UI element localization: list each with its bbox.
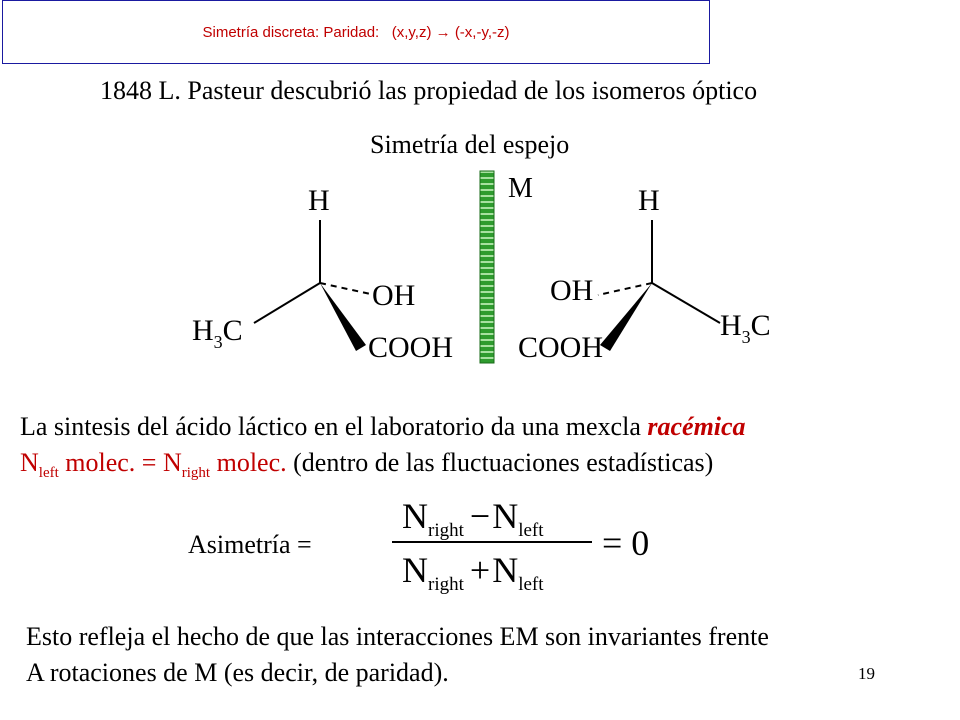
left-methyl-label: $H_3C$ xyxy=(192,314,243,352)
page-number: 19 xyxy=(858,664,875,683)
right-cooh-label: COOH xyxy=(518,331,604,364)
n-left-expression: $N_{left}$ molec. = $N_{right}$ molec. xyxy=(20,448,287,481)
denominator: $N_{right} +N_{left}$ xyxy=(402,550,544,595)
title-prefix: Simetría discreta: Paridad: xyxy=(202,23,380,41)
mirror-molecules-diagram xyxy=(180,165,800,375)
synthesis-line xyxy=(20,412,746,442)
mirror-symmetry-heading: Simetría del espejo xyxy=(370,130,570,159)
conclusion-line-1: Esto refleja el hecho de que las interacciones EM son invariantes frente xyxy=(26,622,769,651)
left-cooh-label: COOH xyxy=(368,331,454,364)
synthesis-text: La sintesis del ácido láctico en el laboratorio da una mexcla xyxy=(20,412,641,441)
right-oh-label: OH xyxy=(550,274,594,307)
title-to: (-x,-y,-z) xyxy=(454,23,510,41)
equals-zero: = 0 xyxy=(602,523,650,563)
right-enantiomer xyxy=(518,184,771,364)
left-oh-dashed-bond xyxy=(320,283,375,295)
equal-count-line xyxy=(20,448,713,482)
mirror-label: M xyxy=(508,173,533,204)
asymmetry-label: Asimetría = xyxy=(188,530,312,559)
title-arrow: → xyxy=(435,23,451,41)
numerator: $N_{right} -N_{left}$ xyxy=(402,496,544,541)
left-enantiomer xyxy=(192,184,453,364)
intro-line: 1848 L. Pasteur descubrió las propiedad de los isomeros óptico xyxy=(100,76,758,105)
right-methyl-bond xyxy=(652,283,720,323)
racemic-emphasis: racémica xyxy=(647,412,746,441)
slide-title-box xyxy=(2,0,710,64)
fluctuations-note: (dentro de las fluctuaciones estadísticas) xyxy=(293,448,714,477)
mirror-plane xyxy=(480,171,494,363)
right-methyl-label: $H_3C$ xyxy=(720,309,771,347)
right-h-label: H xyxy=(638,184,660,217)
title-from: (x,y,z) xyxy=(391,23,432,41)
left-cooh-wedge-bond xyxy=(320,283,366,351)
asymmetry-formula xyxy=(380,490,700,600)
left-oh-label: OH xyxy=(372,279,416,312)
conclusion-line-2: A rotaciones de M (es decir, de paridad). xyxy=(26,658,449,687)
left-methyl-bond xyxy=(254,283,320,323)
slide-title xyxy=(202,24,509,41)
left-h-label: H xyxy=(308,184,330,217)
